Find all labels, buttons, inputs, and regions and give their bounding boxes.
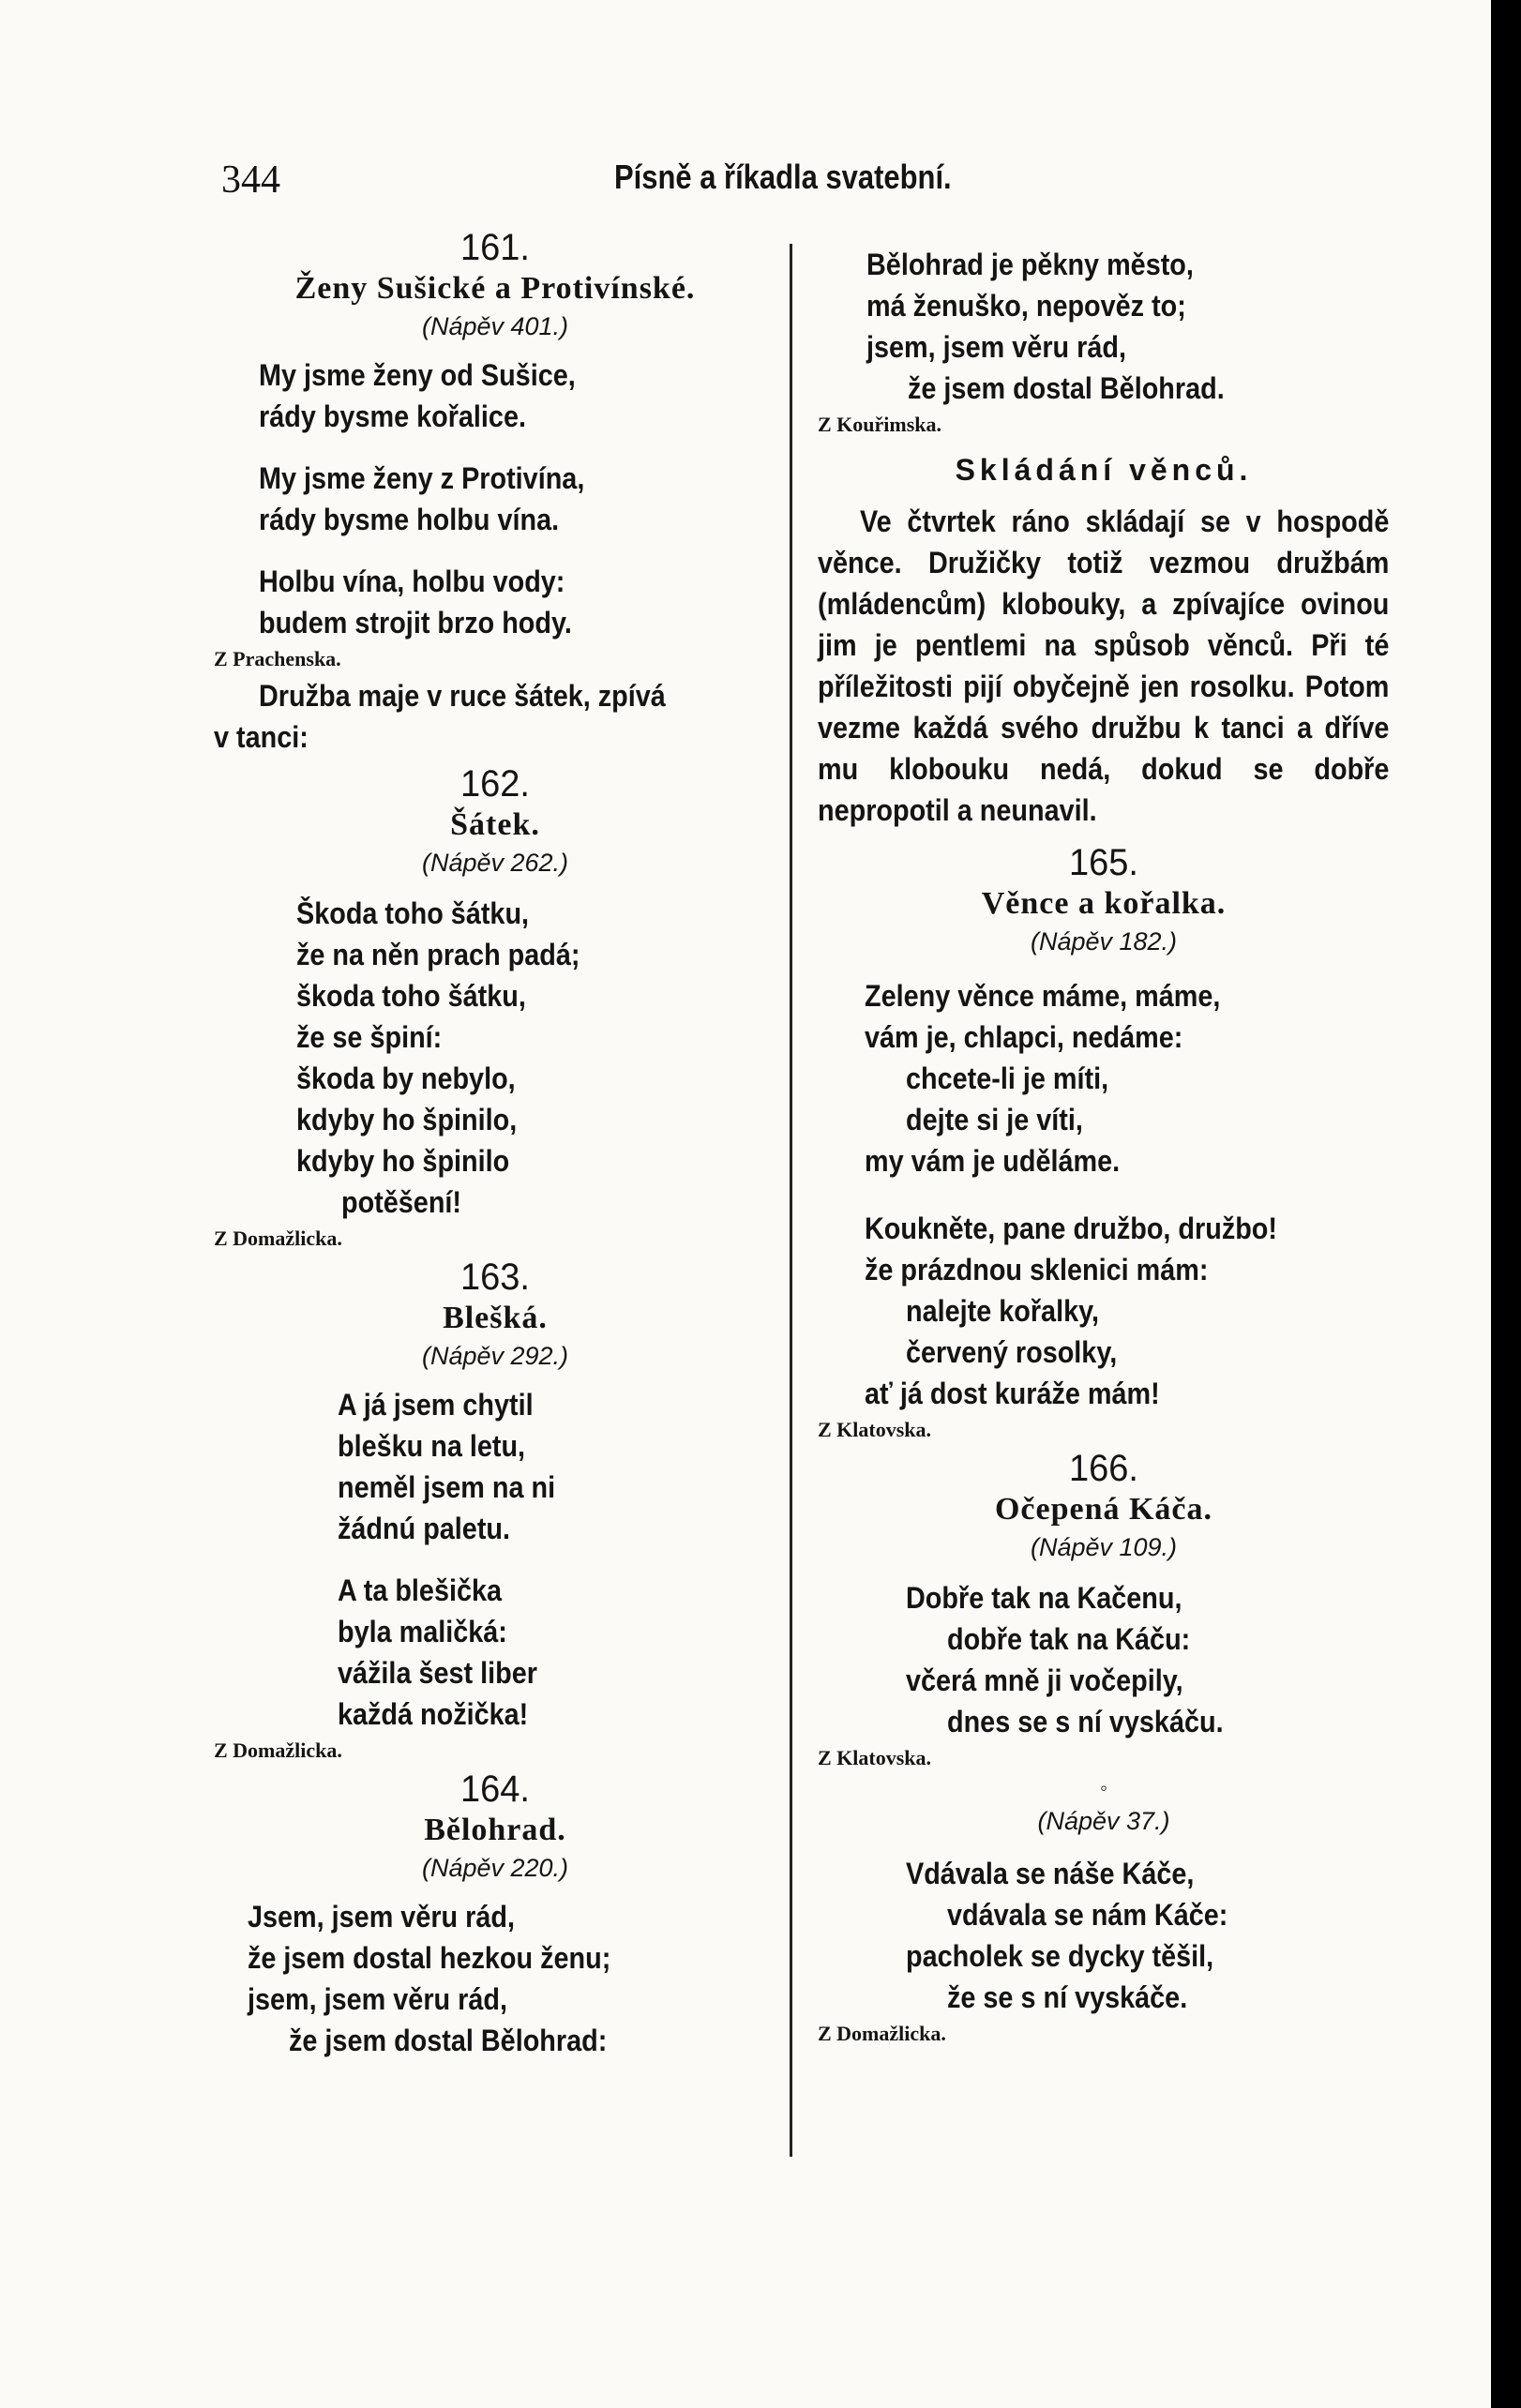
napev-ref: (Nápěv 37.): [1037, 1807, 1170, 1835]
verse-line: škoda by nebylo,: [296, 1061, 516, 1095]
verse-line: včerá mně ji vočepily,: [906, 1663, 1183, 1697]
verse-line: A já jsem chytil: [338, 1388, 534, 1422]
verse-line: že prázdnou sklenici mám:: [865, 1253, 1209, 1287]
prose-line: v tanci:: [214, 720, 309, 754]
verse-line: kdyby ho špinilo: [296, 1144, 510, 1178]
stanza: [865, 975, 1390, 1181]
song-number: 163.: [460, 1257, 530, 1298]
song-161: [214, 225, 776, 758]
stanza: [866, 244, 1390, 409]
song-number: 165.: [1069, 842, 1138, 883]
song-number: 166.: [1069, 1448, 1138, 1489]
song-163: [214, 1255, 776, 1767]
verse-line: potěšení!: [341, 1185, 462, 1219]
song-164: [214, 1767, 776, 2061]
prose-line: Družba maje v ruce šátek, zpívá: [259, 679, 666, 713]
stanza: [906, 1577, 1390, 1742]
stanza: [906, 1853, 1390, 2018]
song-165: [818, 840, 1390, 1446]
scan-edge: [1491, 0, 1521, 2408]
verse-line: žádnú paletu.: [338, 1512, 511, 1545]
left-column: [214, 225, 776, 2061]
song-number: 161.: [460, 227, 530, 268]
napev-ref: (Nápěv 262.): [421, 849, 569, 877]
verse-line: že jsem dostal Bělohrad.: [908, 371, 1225, 405]
page-header: [0, 150, 1491, 202]
verse-line: Koukněte, pane družbo, družbo!: [865, 1212, 1277, 1245]
stanza: [296, 893, 776, 1223]
stanza: [248, 1896, 776, 2061]
ornament-icon: ◦: [1100, 1776, 1107, 1799]
verse-line: rády bysme kořalice.: [259, 399, 526, 433]
song-162: [214, 761, 776, 1255]
verse-line: že jsem dostal hezkou ženu;: [248, 1941, 611, 1975]
verse-line: pacholek se dycky těšil,: [906, 1939, 1214, 1973]
stanza: [865, 1208, 1390, 1414]
origin-note: Z Domažlicka.: [214, 1227, 342, 1250]
song-title: Věnce a kořalka.: [981, 886, 1227, 921]
song-title: Šátek.: [450, 807, 540, 842]
verse-line: rády bysme holbu vína.: [259, 503, 560, 536]
verse-line: chcete-li je míti,: [906, 1061, 1109, 1095]
verse-line: ať já dost kuráže mám!: [865, 1377, 1160, 1410]
verse-line: My jsme ženy z Protivína,: [259, 461, 585, 495]
napev-ref: (Nápěv 109.): [1030, 1533, 1178, 1561]
origin-note: Z Kouřimska.: [818, 413, 942, 436]
verse-line: byla maličká:: [338, 1615, 507, 1648]
verse-line: nalejte kořalky,: [906, 1294, 1099, 1328]
verse-line: Jsem, jsem věru rád,: [248, 1900, 515, 1934]
stanza: [259, 458, 776, 540]
column-divider: [790, 244, 792, 2157]
verse-line: červený rosolky,: [906, 1335, 1118, 1369]
napev-ref: (Nápěv 220.): [421, 1854, 569, 1882]
napev-ref: (Nápěv 292.): [421, 1342, 569, 1370]
prose-paragraph: Ve čtvrtek ráno skládají se v hospodě věnce. Družičky totiž vezmou družbám (mládencům) klobouky, a zpívajíce ovinou jim je pentlemi na spůsob věnců. Při té příležitosti pijí obyčejně jen rosolku. Potom vezme každá svého družbu k tanci a dříve mu klobouku nedá, dokud se dobře nepropotil a neunavil.: [818, 504, 1390, 827]
verse-line: Holbu vína, holbu vody:: [259, 564, 565, 598]
verse-line: dnes se s ní vyskáču.: [947, 1705, 1224, 1738]
page-number: 344: [221, 158, 280, 202]
origin-note: Z Klatovska.: [818, 1746, 932, 1769]
song-title: Ženy Sušické a Protivínské.: [294, 271, 696, 306]
verse-line: neměl jsem na ni: [338, 1470, 556, 1504]
running-head: Písně a říkadla svatební.: [614, 158, 952, 196]
origin-note: Z Domažlicka.: [818, 2022, 946, 2045]
verse-line: vdávala se nám Káče:: [947, 1898, 1228, 1932]
verse-line: vám je, chlapci, nedáme:: [865, 1020, 1183, 1054]
verse-line: blešku na letu,: [338, 1429, 526, 1463]
right-column: [818, 225, 1390, 2050]
napev-ref: (Nápěv 182.): [1030, 927, 1178, 956]
origin-note: Z Prachenska.: [214, 647, 341, 670]
verse-line: že na něn prach padá;: [296, 938, 580, 971]
song-number: 162.: [460, 763, 530, 805]
napev-ref: (Nápěv 401.): [421, 312, 569, 340]
verse-line: kdyby ho špinilo,: [296, 1103, 518, 1136]
verse-line: A ta blešička: [338, 1573, 503, 1607]
song-164-continued: [818, 244, 1390, 441]
verse-line: vážila šest liber: [338, 1656, 537, 1690]
stanza: [338, 1384, 776, 1549]
song-number: 164.: [460, 1768, 530, 1810]
verse-line: Bělohrad je pěkny město,: [866, 248, 1194, 281]
song-166: [818, 1446, 1390, 2050]
origin-note: Z Domažlicka.: [214, 1738, 342, 1762]
verse-line: každá nožička!: [338, 1697, 529, 1731]
stanza: [259, 561, 776, 643]
verse-line: Vdávala se náše Káče,: [906, 1857, 1195, 1890]
stanza: [338, 1570, 776, 1735]
section-heading: Skládání věnců.: [955, 453, 1253, 487]
song-title: Očepená Káča.: [994, 1492, 1213, 1527]
verse-line: my vám je uděláme.: [865, 1144, 1121, 1178]
verse-line: jsem, jsem věru rád,: [248, 1982, 507, 2016]
song-title: Blešká.: [443, 1301, 548, 1335]
section-skladani-vencu: [818, 448, 1390, 831]
verse-line: budem strojit brzo hody.: [259, 606, 572, 640]
verse-line: dejte si je víti,: [906, 1103, 1083, 1136]
song-title: Bělohrad.: [424, 1813, 566, 1847]
verse-line: jsem, jsem věru rád,: [866, 330, 1126, 364]
verse-line: že se špiní:: [296, 1020, 443, 1054]
stanza: [259, 354, 776, 437]
verse-line: má ženuško, nepověz to;: [866, 289, 1186, 323]
verse-line: škoda toho šátku,: [296, 979, 526, 1013]
verse-line: Dobře tak na Kačenu,: [906, 1581, 1182, 1615]
origin-note: Z Klatovska.: [818, 1418, 932, 1441]
verse-line: dobře tak na Káču:: [947, 1622, 1191, 1656]
verse-line: My jsme ženy od Sušice,: [259, 358, 576, 392]
verse-line: Škoda toho šátku,: [296, 896, 530, 930]
verse-line: Zeleny věnce máme, máme,: [865, 979, 1221, 1013]
verse-line: že jsem dostal Bělohrad:: [289, 2024, 608, 2057]
verse-line: že se s ní vyskáče.: [947, 1980, 1188, 2014]
